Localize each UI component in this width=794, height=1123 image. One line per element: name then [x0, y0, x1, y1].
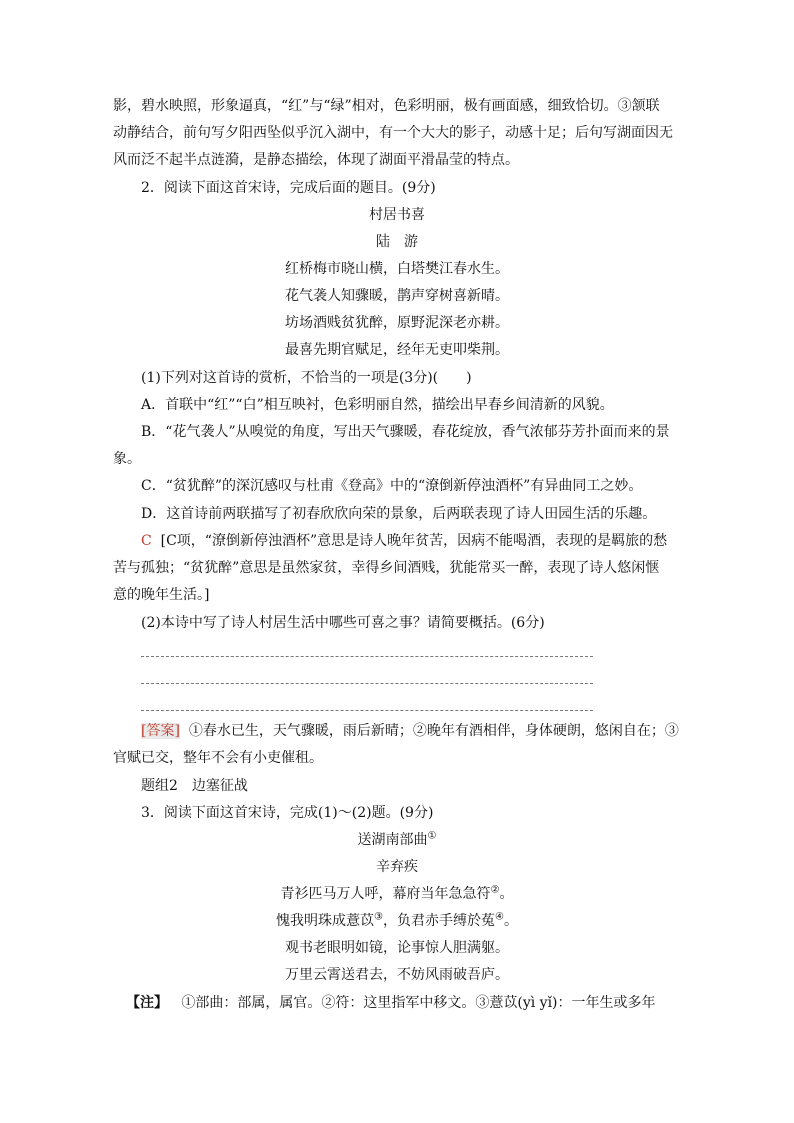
- footnote-marker: ①: [427, 830, 437, 842]
- poem-2-title: [0, 830, 794, 850]
- group-heading: 题组2 边塞征战: [141, 778, 248, 794]
- poem-line-3: 坊场酒贱贫犹醉，原野泥深老亦耕。: [285, 315, 509, 331]
- option-b-line-2: 象。: [113, 451, 141, 467]
- option-b-line-1: B．“花气袭人”从嗅觉的角度，写出天气骤暖，春花绽放，香气浓郁芬芳扑面而来的景: [141, 424, 670, 440]
- intro-line-3: 风而泛不起半点涟漪，是静态描绘，体现了湖面平滑晶莹的特点。: [113, 152, 519, 168]
- sub-question-2: (2)本诗中写了诗人村居生活中哪些可喜之事？请简要概括。(6分): [141, 615, 545, 631]
- poem-2-line-1-text: 青衫匹马万人呼，幕府当年急急符: [280, 886, 491, 902]
- intro-line-2: 动静结合，前句写夕阳西坠似乎沉入湖中，有一个大大的影子，动感十足；后句写湖面因无: [113, 125, 673, 141]
- sub-question-1: (1)下列对这首诗的赏析，不恰当的一项是(3分)( ): [141, 370, 472, 386]
- footnote-marker: ③: [374, 911, 383, 923]
- question-2-prompt: 2．阅读下面这首宋诗，完成后面的题目。(9分): [141, 180, 436, 196]
- poem-title: 村居书喜: [369, 207, 425, 223]
- answer-2-line-1: [141, 721, 679, 741]
- note-line: [126, 993, 656, 1013]
- poem-2-line-2: [0, 911, 794, 931]
- answer-1-line-1: [141, 531, 667, 551]
- poem-2-line-1: [0, 884, 794, 904]
- option-d: D．这首诗前两联描写了初春欣欣向荣的景象，后两联表现了诗人田园生活的乐趣。: [141, 506, 657, 522]
- option-c: C．“贫犹醉”的深沉感叹与杜甫《登高》中的“潦倒新停浊酒杯”有异曲同工之妙。: [141, 478, 643, 494]
- poem-line-1: 红桥梅市晓山横，白塔樊江春水生。: [285, 261, 509, 277]
- poem-line-4: 最喜先期官赋足，经年无吏叩柴荆。: [285, 342, 509, 358]
- poem-2-author: 辛弃疾: [376, 859, 418, 875]
- poem-author: 陆 游: [376, 234, 418, 250]
- option-a: A．首联中“红”“白”相互映衬，色彩明丽自然，描绘出早春乡间清新的风貌。: [141, 397, 614, 413]
- answer-blank-line-1: [141, 656, 593, 657]
- poem-2-line-2-text-b: ，负君赤手缚於菟: [383, 913, 495, 929]
- answer-blank-line-3: [141, 710, 593, 711]
- footnote-marker: ④: [495, 911, 504, 923]
- answer-1-text: [C项，“潦倒新停浊酒杯”意思是诗人晚年贫苦，因病不能喝酒，表现的是羁旅的愁: [160, 533, 668, 549]
- poem-line-2: 花气袭人知骤暖，鹊声穿树喜新晴。: [285, 288, 509, 304]
- answer-2-line-2: 官赋已交，整年不会有小吏催租。: [113, 750, 323, 766]
- footnote-marker: ②: [490, 884, 500, 896]
- punctuation: 。: [499, 886, 514, 902]
- intro-line-1: 影，碧水映照，形象逼真，“红”与“绿”相对，色彩明丽，极有画面感，细致恰切。③颔联: [113, 98, 660, 114]
- note-text: ①部曲：部属，属官。②符：这里指军中移文。③薏苡(yì yǐ)：一年生或多年: [181, 995, 656, 1011]
- note-tag: 【注】: [126, 995, 168, 1011]
- answer-1-line-2: 苦与孤独；“贫犹醉”意思是虽然家贫，幸得乡间酒贱，犹能常买一醉，表现了诗人悠闲惬: [113, 560, 660, 576]
- punctuation: 。: [503, 913, 518, 929]
- poem-2-title-text: 送湖南部曲: [357, 832, 428, 848]
- answer-1-line-3: 意的晚年生活。]: [113, 587, 210, 603]
- question-3-prompt: 3．阅读下面这首宋诗，完成(1)～(2)题。(9分): [141, 805, 434, 821]
- poem-2-line-4: 万里云霄送君去，不妨风雨破吾庐。: [285, 967, 509, 983]
- answer-tag: [答案]: [141, 723, 180, 739]
- answer-2-text: ①春水已生，天气骤暖，雨后新晴；②晚年有酒相伴，身体硬朗，悠闲自在；③: [188, 723, 679, 739]
- answer-blank-line-2: [141, 683, 593, 684]
- answer-letter: C: [141, 533, 152, 549]
- poem-2-line-3: 观书老眼明如镜，论事惊人胆满躯。: [285, 940, 509, 956]
- poem-2-line-2-text-a: 愧我明珠成薏苡: [276, 913, 375, 929]
